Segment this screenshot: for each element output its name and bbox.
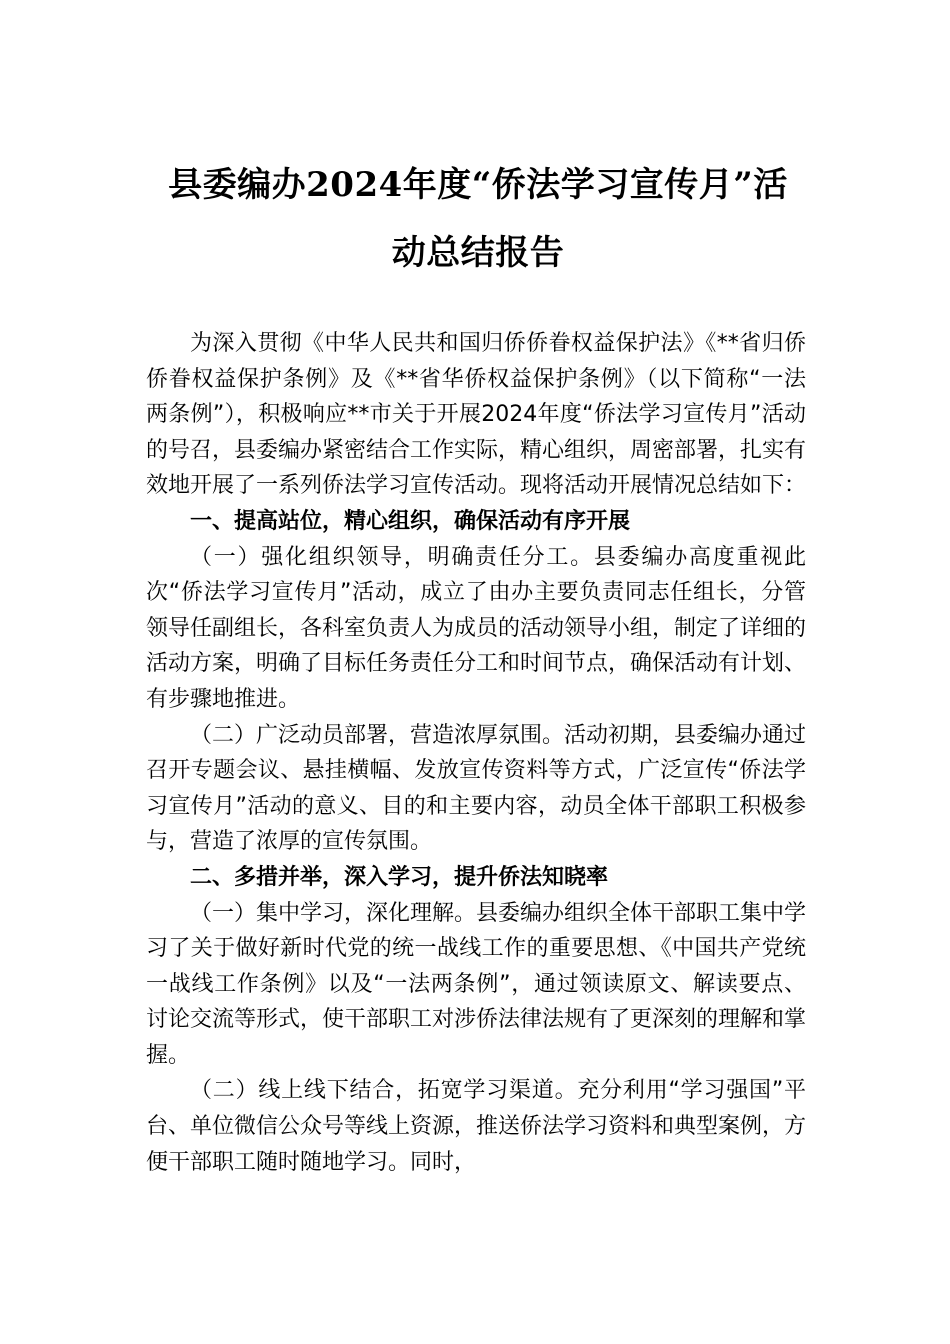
paragraph-2-1: （一）集中学习，深化理解。县委编办组织全体干部职工集中学习了关于做好新时代党的统一战线工作的重要思想、《中国共产党统一战线工作条例》以及“一法两条例”，通过领读原文、解读要点、讨论交流等形式，使干部职工对涉侨法律法规有了更深刻的理解和掌握。 [146, 900, 807, 1068]
document-title-line-1: 县委编办2024年度“侨法学习宣传月”活 [168, 165, 788, 205]
paragraph-1-1: （一）强化组织领导，明确责任分工。县委编办高度重视此次“侨法学习宣传月”活动，成立了由办主要负责同志任组长，分管领导任副组长，各科室负责人为成员的活动领导小组，制定了详细的活动方案，明确了目标任务责任分工和时间节点，确保活动有计划、有步骤地推进。 [146, 544, 807, 712]
document-title-line-2: 动总结报告 [391, 233, 565, 273]
section-heading-2: 二、多措并举，深入学习，提升侨法知晓率 [190, 864, 609, 890]
document-body [146, 326, 806, 1180]
section-heading-1: 一、提高站位，精心组织，确保活动有序开展 [190, 508, 631, 534]
paragraph-intro: 为深入贯彻《中华人民共和国归侨侨眷权益保护法》《**省归侨侨眷权益保护条例》及《**省华侨权益保护条例》（以下简称“一法两条例”），积极响应**市关于开展2024年度“侨法学习宣传月”活动的号召，县委编办紧密结合工作实际，精心组织，周密部署，扎实有效地开展了一系列侨法学习宣传活动。现将活动开展情况总结如下： [146, 331, 807, 499]
paragraph-1-2: （二）广泛动员部署，营造浓厚氛围。活动初期，县委编办通过召开专题会议、悬挂横幅、发放宣传资料等方式，广泛宣传“侨法学习宣传月”活动的意义、目的和主要内容，动员全体干部职工积极参与，营造了浓厚的宣传氛围。 [146, 722, 807, 855]
paragraph-2-2: （二）线上线下结合，拓宽学习渠道。充分利用“学习强国”平台、单位微信公众号等线上资源，推送侨法学习资料和典型案例，方便干部职工随时随地学习。同时， [146, 1078, 807, 1175]
